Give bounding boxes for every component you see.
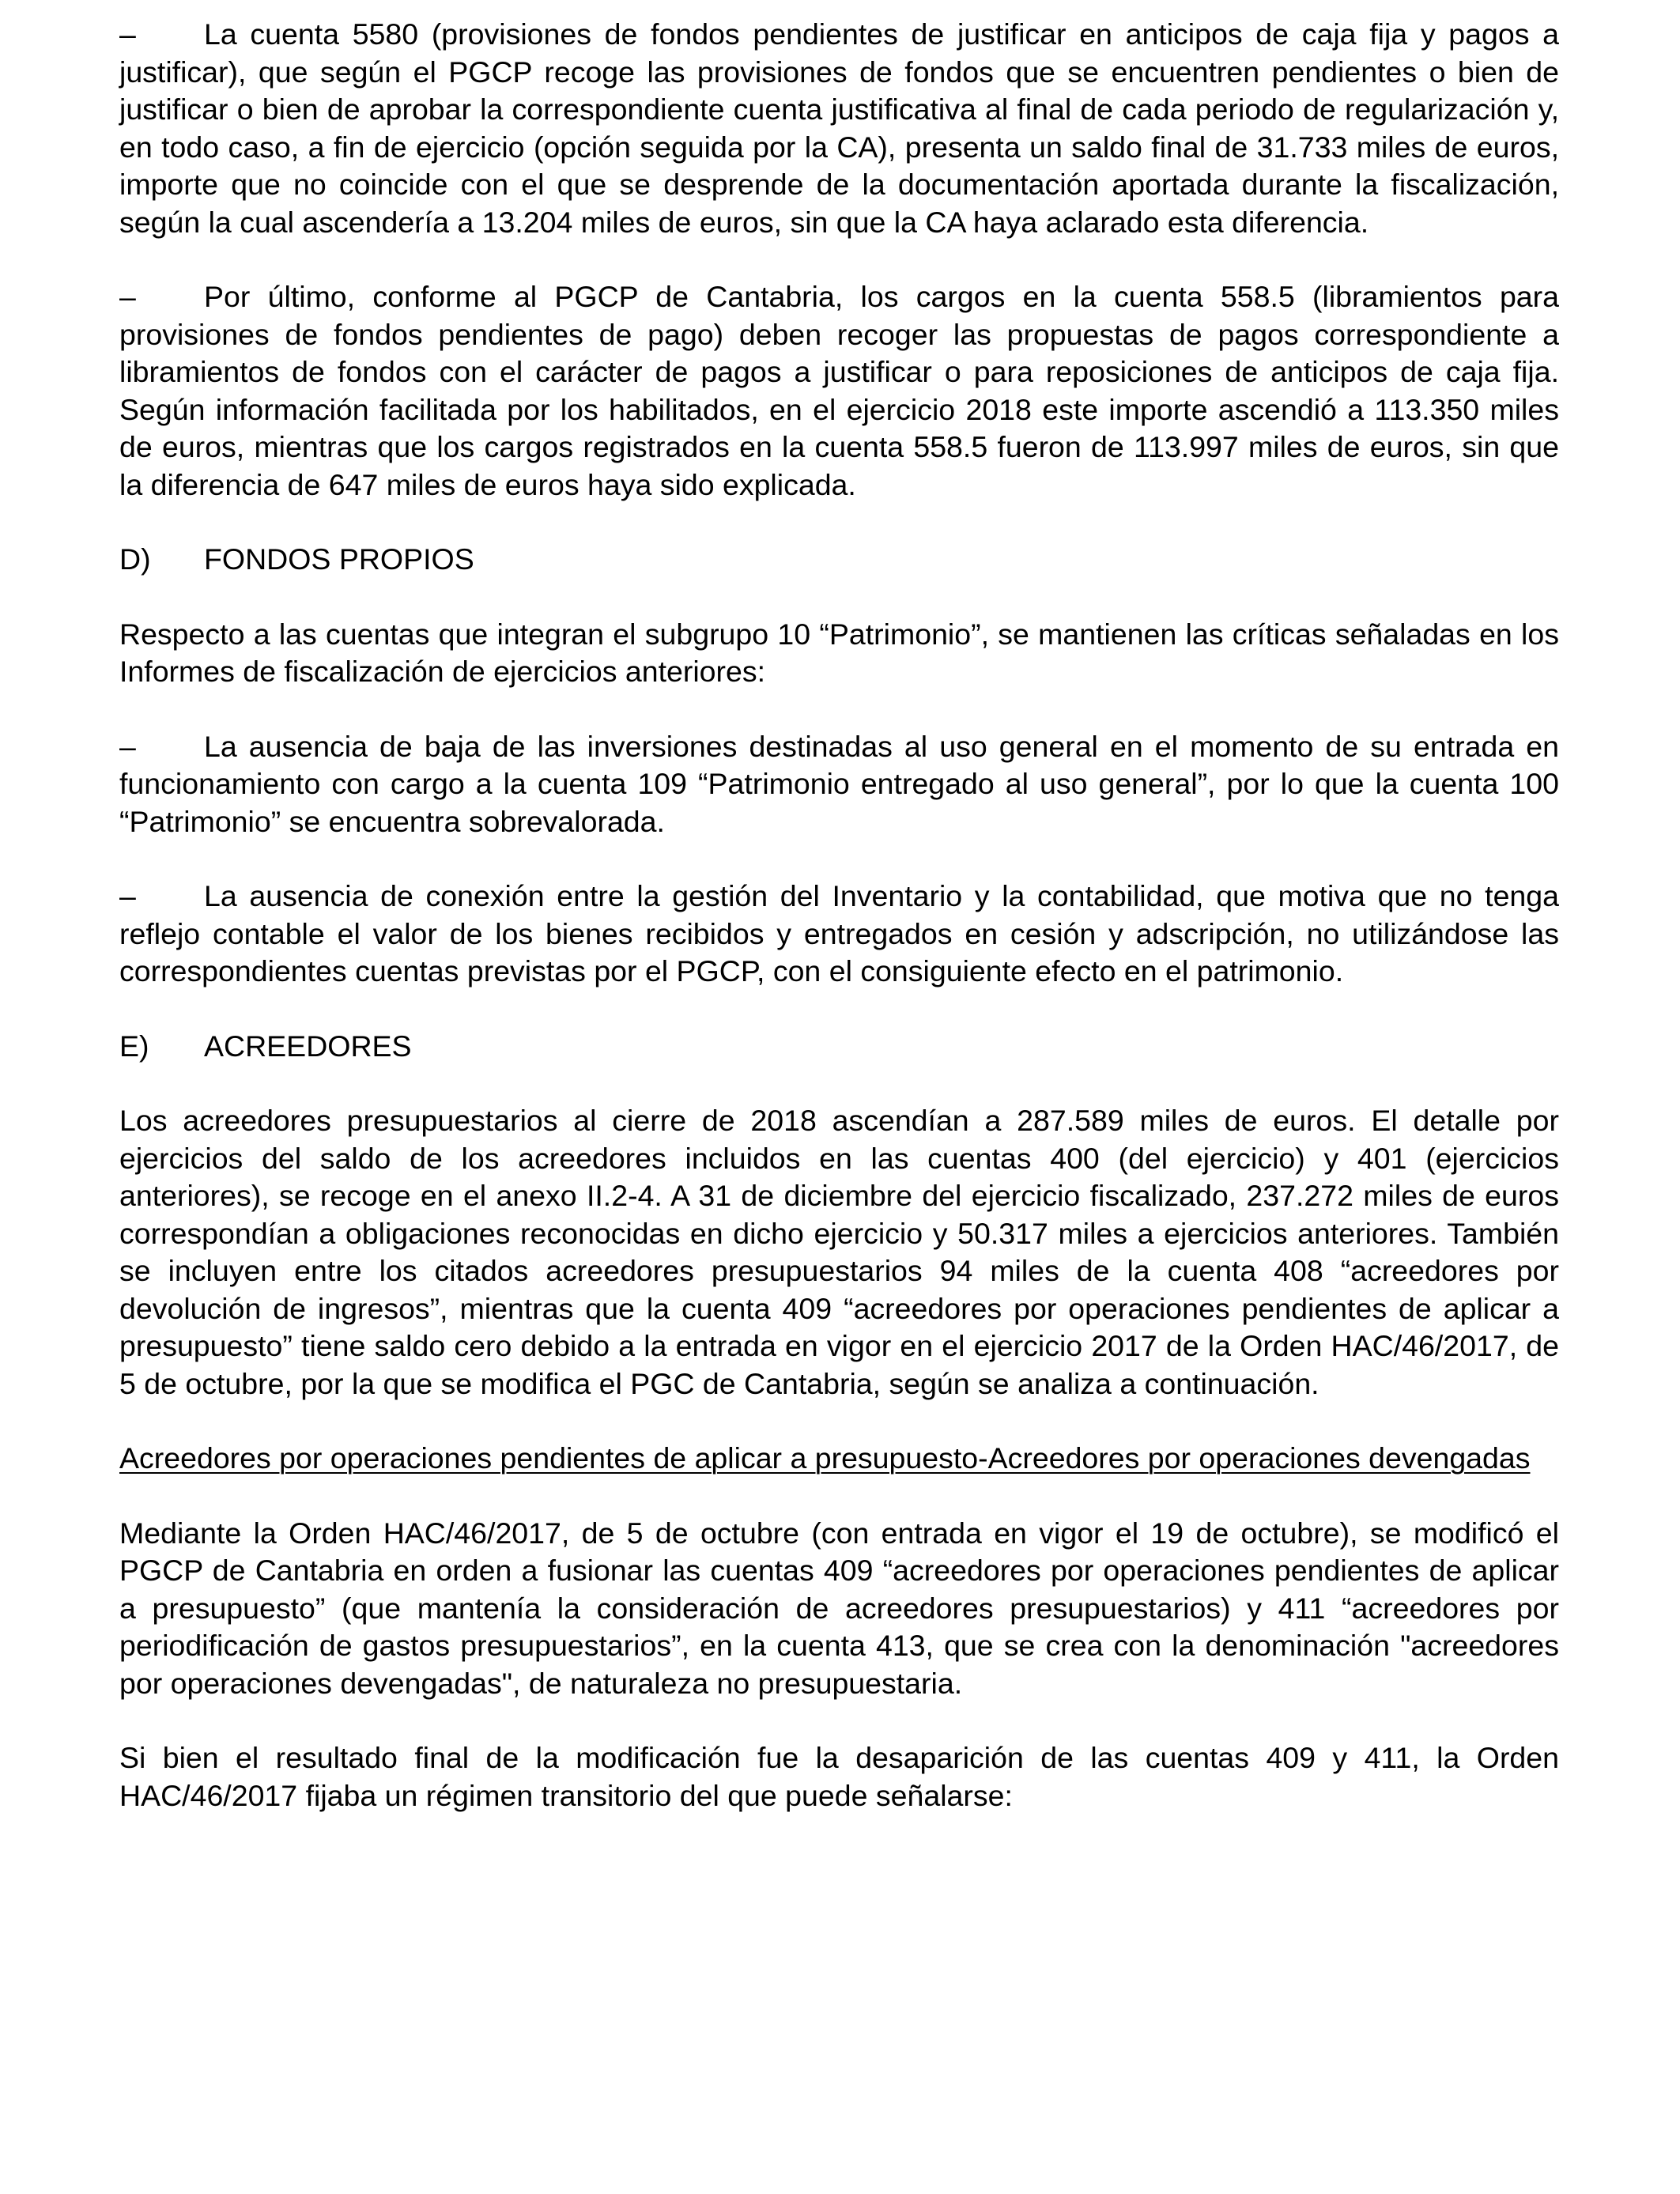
paragraph-regimen-transitorio: Si bien el resultado final de la modificación fue la desaparición de las cuentas 409 y 411, la Orden HAC/46/2017 fijaba un régimen transitorio del que puede señalarse: — [119, 1741, 1559, 1812]
section-letter: E) — [119, 1029, 149, 1063]
dash-marker: – — [119, 879, 136, 912]
dash-marker: – — [119, 280, 136, 313]
paragraph-acreedores-presupuestarios: Los acreedores presupuestarios al cierre de 2018 ascendían a 287.589 miles de euros. El detalle por ejercicios del saldo de los acreedores incluidos en las cuentas 400 (del ejercicio) y 401 (ejercicios anteriores), se recoge en el anexo II.2-4. A 31 de diciembre del ejercicio fiscalizado, 237.272 miles de euros correspondían a obligaciones reconocidas en dicho ejercicio y 50.317 miles a ejercicios anteriores. También se incluyen entre los citados acreedores presupuestarios 94 miles de la cuenta 408 “acreedores por devolución de ingresos”, mientras que la cuenta 409 “acreedores por operaciones pendientes de aplicar a presupuesto” tiene saldo cero debido a la entrada en vigor en el ejercicio 2017 de la Orden HAC/46/2017, de 5 de octubre, por la que se modifica el PGC de Cantabria, según se analiza a continuación. — [119, 1104, 1559, 1400]
bullet-paragraph-cuenta-558-5 — [119, 278, 1559, 504]
document-page — [119, 16, 1559, 1852]
section-heading-fondos-propios — [119, 541, 1559, 579]
bullet-paragraph-cuenta-5580 — [119, 16, 1559, 241]
subheading-acreedores-devengadas: Acreedores por operaciones pendientes de aplicar a presupuesto-Acreedores por operaciones devengadas — [119, 1441, 1531, 1475]
bullet-text: La cuenta 5580 (provisiones de fondos pendientes de justificar en anticipos de caja fija y pagos a justificar), que según el PGCP recoge las provisiones de fondos que se encuentren pendientes o bien de justificar o bien de aprobar la correspondiente cuenta justificativa al final de cada periodo de regularización y, en todo caso, a fin de ejercicio (opción seguida por la CA), presenta un saldo final de 31.733 miles de euros, importe que no coincide con el que se desprende de la documentación aportada durante la fiscalización, según la cual ascendería a 13.204 miles de euros, sin que la CA haya aclarado esta diferencia. — [119, 17, 1559, 239]
section-title: ACREEDORES — [204, 1029, 412, 1063]
bullet-text: Por último, conforme al PGCP de Cantabria, los cargos en la cuenta 558.5 (libramientos para provisiones de fondos pendientes de pago) deben recoger las propuestas de pagos correspondiente a libramientos de fondos con el carácter de pagos a justificar o para reposiciones de anticipos de caja fija. Según información facilitada por los habilitados, en el ejercicio 2018 este importe ascendió a 113.350 miles de euros, mientras que los cargos registrados en la cuenta 558.5 fueron de 113.997 miles de euros, sin que la diferencia de 647 miles de euros haya sido explicada. — [119, 280, 1559, 501]
paragraph-orden-hac-46-2017: Mediante la Orden HAC/46/2017, de 5 de octubre (con entrada en vigor el 19 de octubre), se modificó el PGCP de Cantabria en orden a fusionar las cuentas 409 “acreedores por operaciones pendientes de aplicar a presupuesto” (que mantenía la consideración de acreedores presupuestarios) y 411 “acreedores por periodificación de gastos presupuestarios”, en la cuenta 413, que se crea con la denominación "acreedores por operaciones devengadas", de naturaleza no presupuestaria. — [119, 1516, 1559, 1700]
section-title: FONDOS PROPIOS — [204, 542, 474, 576]
section-letter: D) — [119, 542, 151, 576]
bullet-paragraph-baja-inversiones — [119, 728, 1559, 841]
bullet-paragraph-inventario — [119, 878, 1559, 991]
bullet-text: La ausencia de baja de las inversiones destinadas al uso general en el momento de su entrada en funcionamiento con cargo a la cuenta 109 “Patrimonio entregado al uso general”, por lo que la cuenta 100 “Patrimonio” se encuentra sobrevalorada. — [119, 729, 1559, 838]
section-heading-acreedores — [119, 1028, 1559, 1066]
dash-marker: – — [119, 729, 136, 763]
dash-marker: – — [119, 17, 136, 51]
bullet-text: La ausencia de conexión entre la gestión del Inventario y la contabilidad, que motiva que no tenga reflejo contable el valor de los bienes recibidos y entregados en cesión y adscripción, no utilizándose las correspondientes cuentas previstas por el PGCP, con el consiguiente efecto en el patrimonio. — [119, 879, 1559, 987]
paragraph-patrimonio-intro: Respecto a las cuentas que integran el subgrupo 10 “Patrimonio”, se mantienen las críticas señaladas en los Informes de fiscalización de ejercicios anteriores: — [119, 617, 1559, 688]
